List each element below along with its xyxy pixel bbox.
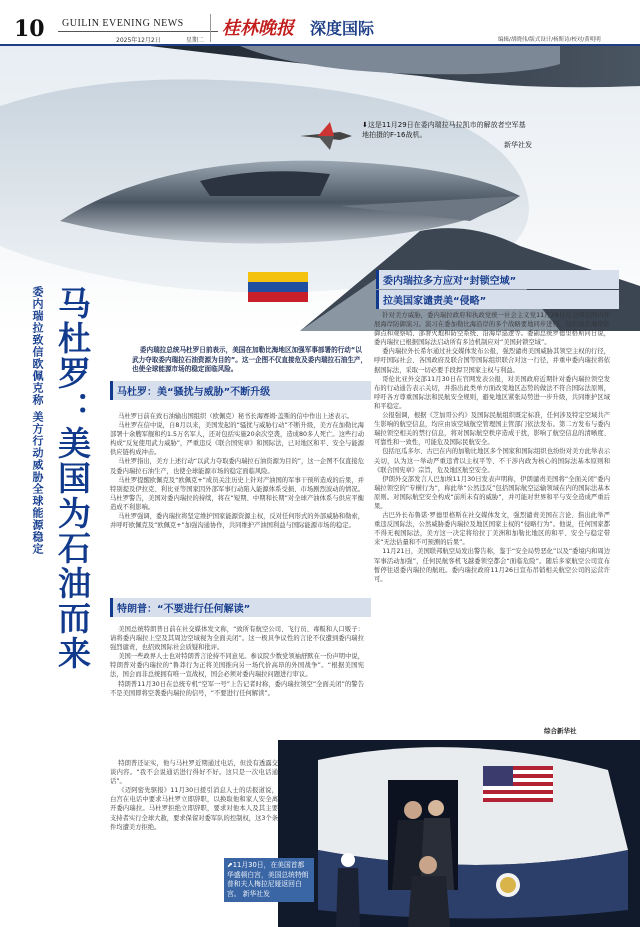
- photo-credit: 新华社发: [504, 141, 532, 149]
- header-divider: [210, 14, 211, 42]
- paragraph: 《迈阿密先驱报》11月30日援引消息人士的话报道说，白宫在电话中要求马杜罗立即辞职，以换取他和家人安全离开委内瑞拉。马杜罗拒绝立即辞职，要求对他本人及其主要支持者实行全球大赦，要求保留对委军队的控制权，这3个条件均遭美方拒绝。: [110, 787, 278, 831]
- subhead-maduro: 马杜罗：美“骚扰与威胁”不断升级: [110, 381, 371, 400]
- paper-name-chinese: 桂林晚报: [222, 18, 294, 39]
- subhead-trump: 特朗普：“不要进行任何解读”: [110, 598, 371, 617]
- section2-body-b: [110, 759, 278, 832]
- paragraph: 针对美方威胁，委内瑞拉政府和执政党统一社会主义党11月29日在全国范围内开展海岸防御演习。演习在委加勒比海沿岸的多个战略要地同步进行，包括设立海岸防御点和观察哨、部署火炮和防空系统、沿海岸巡逻等。委副总统罗德里格斯同日说，委内瑞拉已根据国际法启动所有多边机制应对“美国封锁空域”。: [374, 312, 610, 347]
- paragraph: 马杜罗在信中说，自8月以来，美国发起的“骚扰与威胁行动”不断升级，美方在加勒比海部署十余艘军舰和约1.5万名军人，还对包括实施20余次空袭，造成80多人死亡。这些行动构成“反复使用武力威胁”，严重违反《联合国宪章》和国际法，已对地区和平、安全与能源供应链构成冲击。: [110, 422, 364, 457]
- paragraph: 马杜罗提醒欧佩克及“欧佩克+”成员关注历史上针对产油国的军事干预所造成的后果，并特别提及伊拉克、利比亚等国家因外部军事行动陷入能源体系受损、市场剧烈波动的情况。马杜罗警告，美国对委内瑞拉的持续，将在“短期、中期和长期”对全球产油体系与供应平衡造成不利影响。: [110, 476, 364, 511]
- paragraph: 古巴外长布鲁诺·罗德里格斯在社交媒体发文，强烈谴责美国在言论、指出此举严重违反国际法，公然威胁委内瑞拉及地区国家主权的“侵略行为”。他说，任何国家都不得无视国际法，美方这一决定将给拉丁美洲和加勒比地区的和平、安全与稳定带来“无法估量和不可预测的后果”。: [374, 512, 610, 547]
- paragraph: 马杜罗日前在致石油输出国组织（欧佩克）秘书长海赛姆·盖斯的信中作出上述表示。: [118, 413, 354, 420]
- section3-body: [374, 311, 610, 584]
- editor-credits: 编辑/胡晓伟/版式设计/杨斯诗/校对/黄明明: [498, 37, 601, 43]
- paragraph: 包括厄瓜多尔、古巴在内的加勒比地区多个国家和国际组织也纷纷对美方此举表示关切，认为这一举动严重违背以主权平等、不干涉内政为核心的国际法基本原则和《联合国宪章》宗旨，危及地区航空安全。: [374, 448, 610, 474]
- byline: 综合新华社: [544, 727, 577, 735]
- helicopter-scene: [278, 740, 640, 927]
- white-house-photo: [278, 740, 640, 927]
- section-title: 深度国际: [310, 19, 375, 38]
- paragraph: 哥伦比亚外交部11月30日在官网发表公报，对美国政府近期针对委内瑞拉领空发布的行动通告表示关切，并指出此类单方面改变地区态势的做法不符合国际法原则，呼吁各方尊重国际法和民航安全规则，避免地区紧张局势进一步升级，共同维护区域和平稳定。: [374, 375, 610, 410]
- paragraph: 委内瑞拉外长希尔通过社交媒体发布公报，强烈谴责美国威胁其领空主权的行径，呼吁国际社会、各国政府及联合国等国际组织联合对这一行径，并重申委内瑞拉将依据国际法，采取一切必要手段捍卫国家主权与利益。: [374, 348, 610, 374]
- headline-deck: 委内瑞拉致信欧佩克称 美方行动威胁全球能源稳定: [31, 286, 44, 555]
- issue-date: 2025年12月2日: [116, 37, 161, 44]
- issue-weekday: 星期二: [186, 37, 205, 44]
- main-headline: 马杜罗：美国为石油而来: [53, 286, 92, 671]
- page-header: [0, 0, 640, 44]
- paragraph: 马杜罗指出，美方上述行动“以武力夺取委内瑞拉石油资源为目的”，这一企图不仅直接危及委内瑞拉石油生产，也使全球能源市场的稳定面临风险。: [110, 458, 364, 475]
- photo-caption-bottom: ⬈11月30日，在美国首都华盛顿白宫，美国总统特朗普和夫人梅拉尼娅返回白宫。 新华社发: [224, 858, 314, 902]
- paragraph: 公报强调，根据《芝加哥公约》及国际民航组织既定标准，任何涉及特定空域共产生影响的航空信息，均应由该空域航空管理国主管部门依法发布。第二方发布与委内瑞拉领空相关的禁行信息，将对国际航空秩序造成干扰，影响了航空信息的清晰度、可靠性和一致性，可能危及国际民航安全。: [374, 412, 610, 447]
- paper-name-english: GUILIN EVENING NEWS: [62, 18, 184, 29]
- subhead-latin-america: 拉美国家谴责美“侵略”: [376, 290, 619, 309]
- lead-paragraph: 委内瑞拉总统马杜罗日前表示，美国在加勒比海地区加强军事部署的行动“以武力夺取委内瑞拉石油资源为目的”。这一企图不仅直接危及委内瑞拉石油生产，也使全球能源市场的稳定面临风险。: [132, 346, 368, 373]
- paragraph: 美国一些政界人士也对特朗普言论持不同意见。参议院少数党领袖舒默在一份声明中说，特朗普对委内瑞拉的“鲁莽行为正将美国推向另一场代价高昂的外国战争”。“根据美国宪法，国会而非总统拥有唯一宣战权，国会必须对委内瑞拉问题进行审议。: [110, 653, 364, 679]
- paragraph: 伊朗外交部发言人巴加埃11月30日发表声明称，伊朗谴责美国将“全面关闭”委内瑞拉领空的“专横行为”，称此举“公然违反”包括国际航空运输领域在内的国际法基本原则。对国际航空安全构成“前所未有的威胁”，并可能对世界和平与安全造成严重后果。: [374, 475, 610, 510]
- paragraph: 特朗普11月30日在总统专机“空军一号”上告记者时称，委内瑞拉领空“全面关闭”的警告不是美国即将空袭委内瑞拉的信号，“不要进行任何解读”。: [110, 680, 364, 697]
- paragraph: 美国总统特朗普日前在社交媒体发文称，“致所有航空公司、飞行员、毒贩和人口贩子：请将委内瑞拉上空及其周边空域视为全面关闭”。这一极具争议性的言论不仅遭到委内瑞拉强烈谴责，也招致国际社会质疑和批评。: [110, 626, 364, 652]
- paragraph: 11月21日，美国联邦航空局发出警告称，鉴于“安全局势恶化”以及“委境内和周边军事活动加强”，任何民航客机飞越委领空都会“面临危险”。随后多家航空公司宣布暂停往返委内瑞拉的航班。委内瑞拉政府11月26日宣布吊销相关航空公司的运营许可。: [374, 548, 610, 583]
- photo-caption-text: ⬇这是11月29日在委内瑞拉马拉凯市的解放者空军基地拍摄的F-16战机。: [362, 121, 526, 139]
- photo-caption-top: [362, 120, 532, 150]
- section2-body-a: [110, 625, 364, 698]
- paragraph: 特朗普还证实，他与马杜罗近期通过电话，但没有透露交谈内容。“我不会说通话进行得好不好。这只是一次电话通话”。: [110, 760, 278, 786]
- subhead-venezuela-response: 委内瑞拉多方应对“封锁空域”: [376, 270, 619, 289]
- header-rule: [58, 31, 218, 32]
- page-number: 10: [14, 16, 45, 42]
- paragraph: 马杜罗强调，委内瑞拉将坚定维护国家能源资源主权，反对任何形式的外部威胁和勒索，并呼吁欧佩克及“欧佩克+”加强沟通协作，共同维护产油国利益与国际能源市场的稳定。: [110, 513, 364, 530]
- section1-body: [110, 412, 364, 530]
